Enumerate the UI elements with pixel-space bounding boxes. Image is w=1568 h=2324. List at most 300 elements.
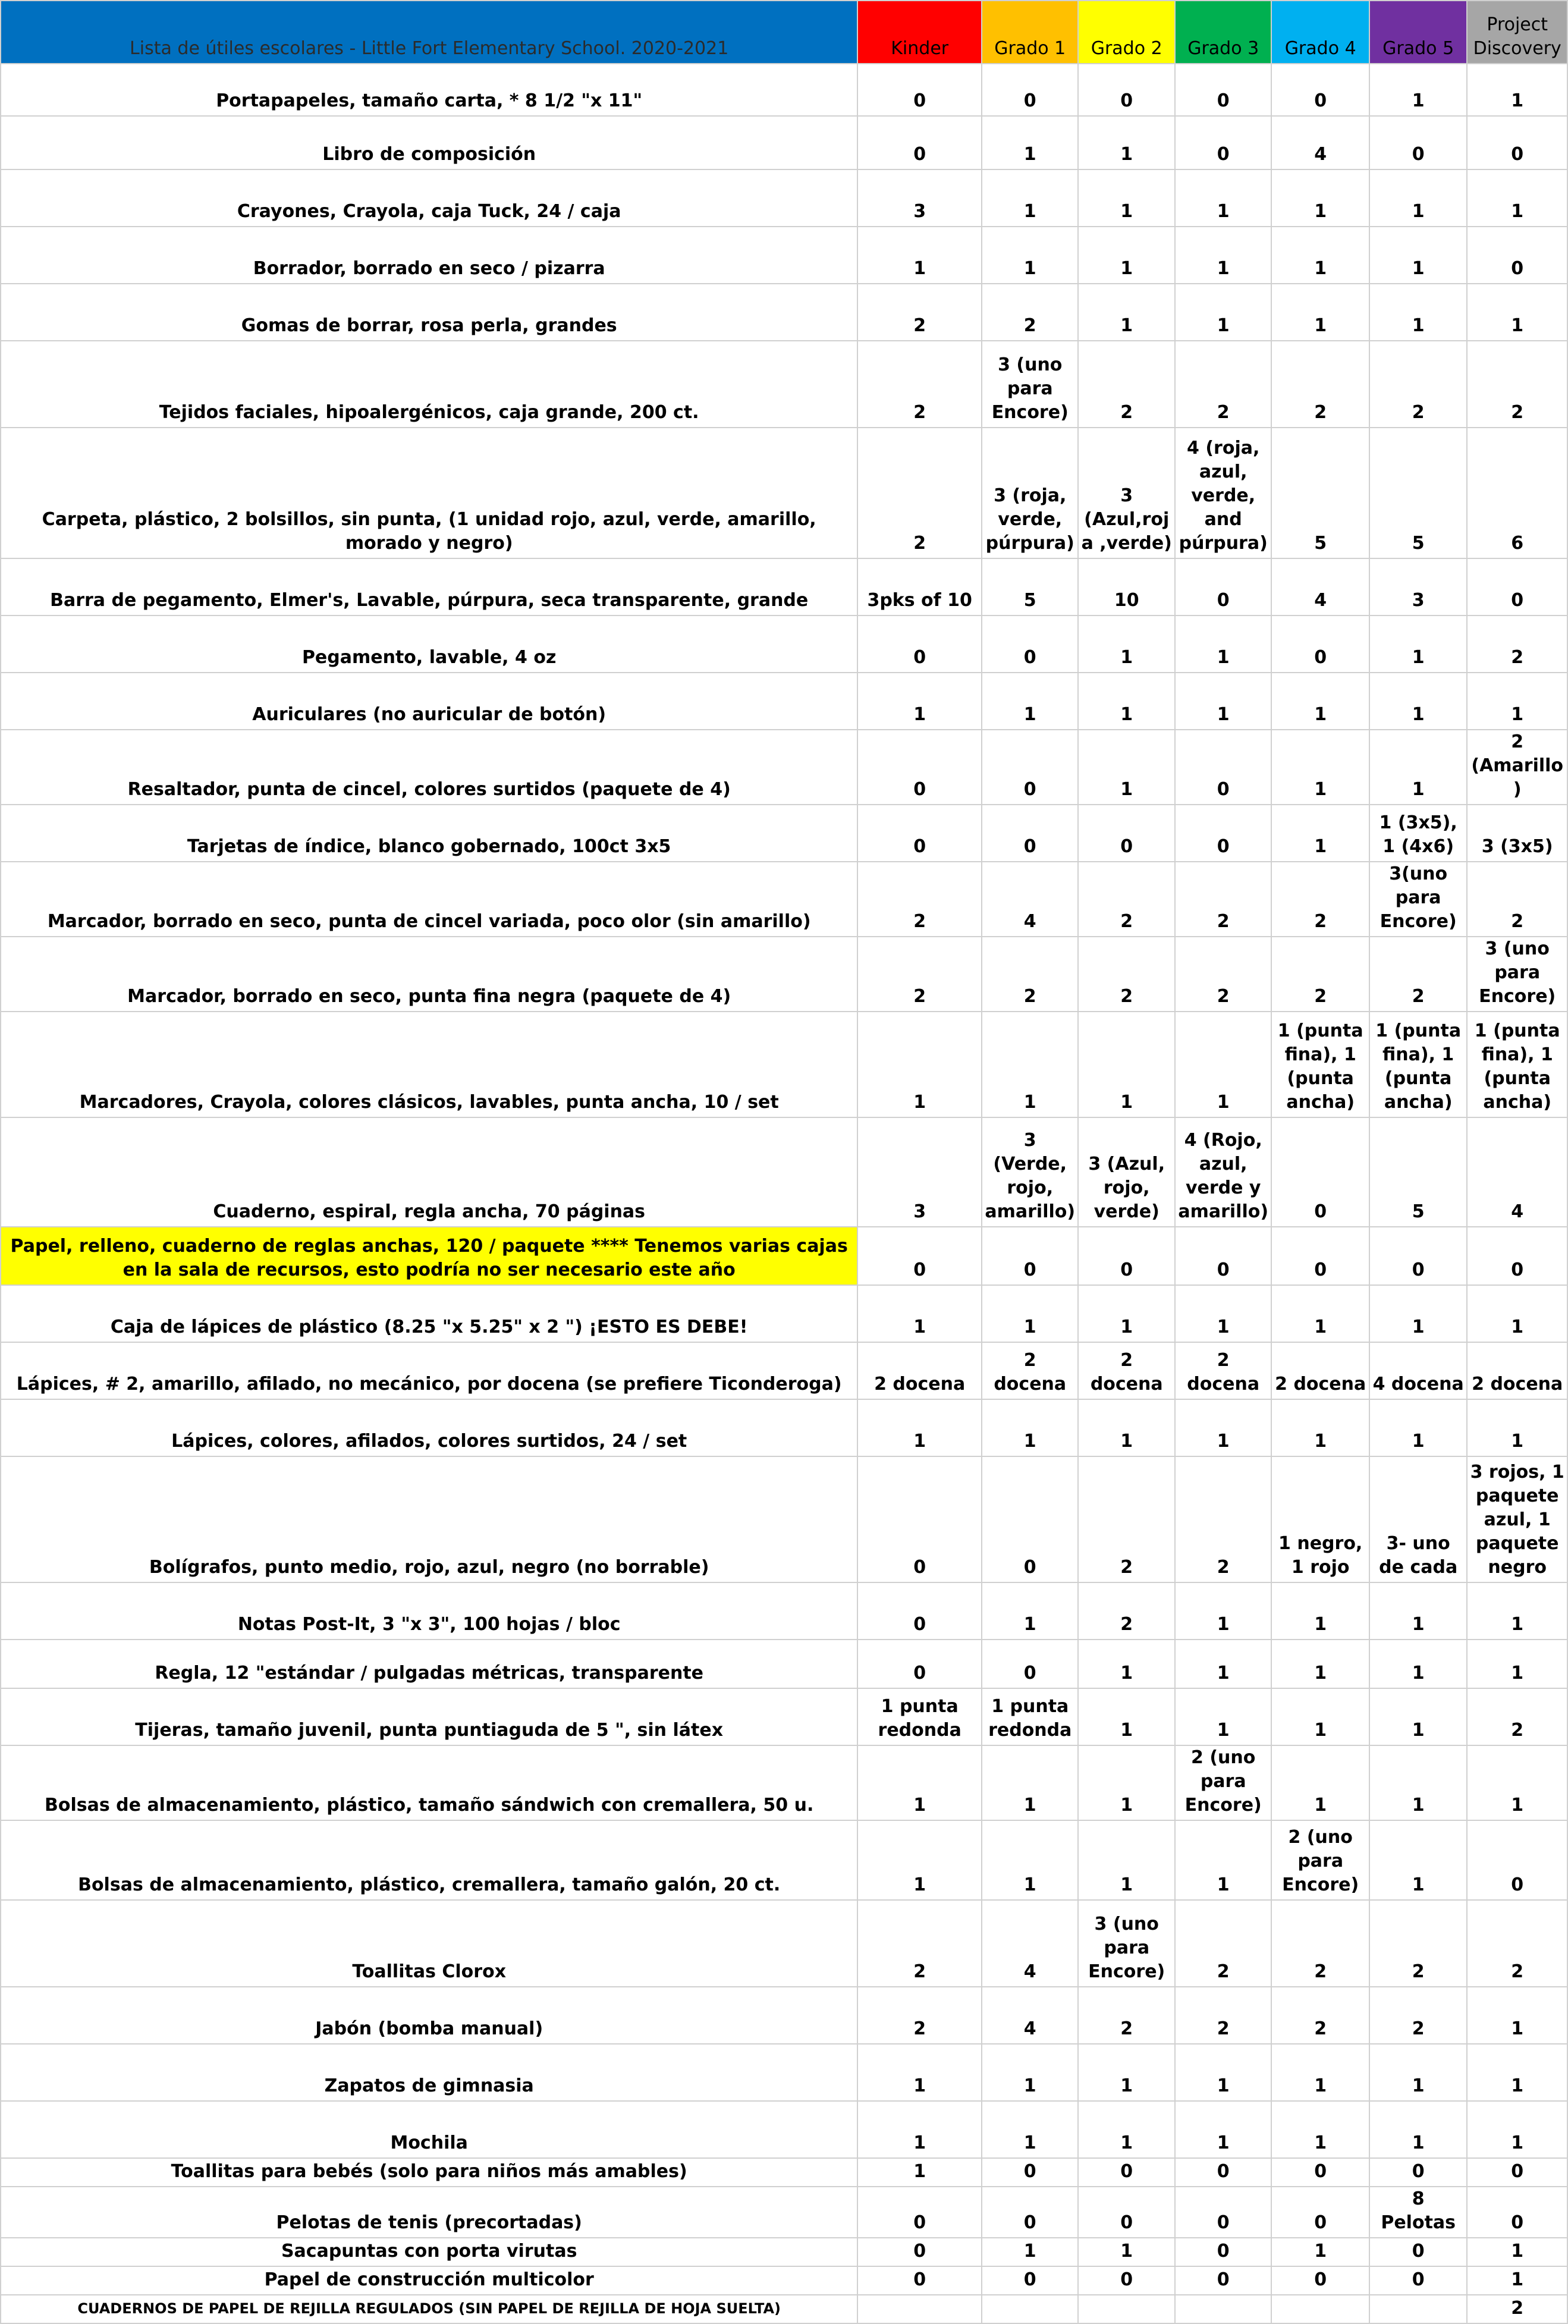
table-row (1, 1012, 1567, 1117)
qty-cell-grado-4: 1 (1271, 2101, 1369, 2158)
qty-cell-grado-3: 1 (1175, 1640, 1271, 1688)
qty-cell-grado-3: 2 (1175, 1900, 1271, 1987)
qty-cell-grado-5: 1 (1369, 1688, 1467, 1745)
qty-cell-grado-1: 0 (982, 1227, 1078, 1285)
col-header-grado-1: Grado 1 (982, 1, 1078, 64)
qty-cell-grado-2: 3 (uno para Encore) (1078, 1900, 1174, 1987)
qty-cell-grado-4: 2 (uno para Encore) (1271, 1820, 1369, 1900)
qty-cell-grado-1: 1 (982, 2238, 1078, 2266)
qty-cell-kinder: 1 (857, 2044, 982, 2101)
table-row (1, 1582, 1567, 1640)
item-name-cell: Bolígrafos, punto medio, rojo, azul, negro (no borrable) (1, 1456, 857, 1582)
qty-cell-grado-2: 2 (1078, 1582, 1174, 1640)
qty-cell-grado-4: 1 (1271, 1688, 1369, 1745)
qty-cell-grado-5: 2 (1369, 937, 1467, 1012)
qty-cell-project-discovery: 3 (uno para Encore) (1467, 937, 1567, 1012)
qty-cell-grado-5: 1 (1369, 2044, 1467, 2101)
qty-cell-grado-3: 0 (1175, 2238, 1271, 2266)
qty-cell-grado-4: 1 negro, 1 rojo (1271, 1456, 1369, 1582)
qty-cell-kinder: 2 (857, 284, 982, 341)
item-name-cell: Gomas de borrar, rosa perla, grandes (1, 284, 857, 341)
qty-cell-grado-2: 1 (1078, 284, 1174, 341)
item-name-cell: Tarjetas de índice, blanco gobernado, 100ct 3x5 (1, 805, 857, 862)
qty-cell-project-discovery: 1 (1467, 2101, 1567, 2158)
qty-cell-project-discovery: 1 (1467, 169, 1567, 227)
qty-cell-grado-4: 1 (1271, 1399, 1369, 1456)
qty-cell-grado-3: 0 (1175, 1227, 1271, 1285)
qty-cell-grado-2: 1 (1078, 2238, 1174, 2266)
qty-cell-grado-2: 1 (1078, 169, 1174, 227)
qty-cell-project-discovery: 1 (1467, 1285, 1567, 1342)
qty-cell-grado-2: 1 (1078, 1399, 1174, 1456)
qty-cell-kinder: 2 (857, 341, 982, 428)
qty-cell-grado-3: 0 (1175, 2266, 1271, 2295)
qty-cell-grado-4: 2 (1271, 341, 1369, 428)
qty-cell-kinder: 0 (857, 116, 982, 169)
table-row (1, 1399, 1567, 1456)
qty-cell-grado-1: 0 (982, 615, 1078, 673)
qty-cell-kinder: 0 (857, 615, 982, 673)
item-name-cell: Resaltador, punta de cincel, colores surtidos (paquete de 4) (1, 730, 857, 805)
qty-cell-grado-1: 0 (982, 2158, 1078, 2187)
item-name-cell: Toallitas para bebés (solo para niños más amables) (1, 2158, 857, 2187)
table-row (1, 1456, 1567, 1582)
sheet-title: Lista de útiles escolares - Little Fort Elementary School. 2020-2021 (1, 1, 857, 64)
qty-cell-grado-4: 5 (1271, 428, 1369, 558)
item-name-cell: Auriculares (no auricular de botón) (1, 673, 857, 730)
qty-cell-grado-5: 1 (1369, 673, 1467, 730)
qty-cell-project-discovery: 1 (1467, 2044, 1567, 2101)
table-row (1, 673, 1567, 730)
qty-cell-grado-4: 1 (1271, 1745, 1369, 1820)
qty-cell-grado-2: 1 (1078, 1820, 1174, 1900)
qty-cell-grado-2: 1 (1078, 2101, 1174, 2158)
qty-cell-grado-5: 4 docena (1369, 1342, 1467, 1399)
table-row (1, 862, 1567, 937)
qty-cell-kinder: 0 (857, 730, 982, 805)
qty-cell-grado-5: 1 (punta fina), 1 (punta ancha) (1369, 1012, 1467, 1117)
qty-cell-grado-3: 1 (1175, 1285, 1271, 1342)
qty-cell-grado-4: 0 (1271, 64, 1369, 116)
qty-cell-kinder: 1 (857, 227, 982, 284)
col-header-grado-5: Grado 5 (1369, 1, 1467, 64)
item-name-cell: Barra de pegamento, Elmer's, Lavable, púrpura, seca transparente, grande (1, 558, 857, 615)
qty-cell-grado-4: 1 (1271, 284, 1369, 341)
table-row (1, 2044, 1567, 2101)
table-row (1, 1285, 1567, 1342)
table-row (1, 1640, 1567, 1688)
qty-cell-grado-3: 4 (roja, azul, verde, and púrpura) (1175, 428, 1271, 558)
item-name-cell: Bolsas de almacenamiento, plástico, cremallera, tamaño galón, 20 ct. (1, 1820, 857, 1900)
qty-cell-grado-4: 0 (1271, 2158, 1369, 2187)
qty-cell-grado-3: 1 (1175, 2044, 1271, 2101)
qty-cell-grado-2: 1 (1078, 1688, 1174, 1745)
table-row (1, 937, 1567, 1012)
qty-cell-project-discovery: 0 (1467, 227, 1567, 284)
item-name-cell: Marcador, borrado en seco, punta fina negra (paquete de 4) (1, 937, 857, 1012)
table-row (1, 341, 1567, 428)
table-row (1, 805, 1567, 862)
item-name-cell: Marcador, borrado en seco, punta de cincel variada, poco olor (sin amarillo) (1, 862, 857, 937)
qty-cell-kinder: 2 (857, 937, 982, 1012)
qty-cell-kinder: 0 (857, 1456, 982, 1582)
table-row (1, 2266, 1567, 2295)
qty-cell-project-discovery: 0 (1467, 558, 1567, 615)
qty-cell-grado-5: 1 (1369, 1820, 1467, 1900)
qty-cell-grado-2: 0 (1078, 2158, 1174, 2187)
qty-cell-grado-4: 1 (1271, 2044, 1369, 2101)
qty-cell-grado-5: 1 (1369, 2101, 1467, 2158)
qty-cell-grado-4: 2 (1271, 937, 1369, 1012)
qty-cell-grado-5: 1 (1369, 1582, 1467, 1640)
qty-cell-grado-3: 0 (1175, 2158, 1271, 2187)
qty-cell-grado-3: 2 (1175, 1987, 1271, 2044)
item-name-cell: Libro de composición (1, 116, 857, 169)
qty-cell-kinder: 2 (857, 1900, 982, 1987)
item-name-cell: Carpeta, plástico, 2 bolsillos, sin punta, (1 unidad rojo, azul, verde, amarillo, morado y negro) (1, 428, 857, 558)
qty-cell-grado-5: 1 (1369, 284, 1467, 341)
qty-cell-grado-4: 0 (1271, 1227, 1369, 1285)
qty-cell-grado-4: 0 (1271, 1117, 1369, 1227)
qty-cell-project-discovery: 0 (1467, 1227, 1567, 1285)
item-name-cell: Cuaderno, espiral, regla ancha, 70 páginas (1, 1117, 857, 1227)
col-header-grado-3: Grado 3 (1175, 1, 1271, 64)
qty-cell-project-discovery: 1 (1467, 1640, 1567, 1688)
qty-cell-kinder: 0 (857, 64, 982, 116)
qty-cell-grado-1: 0 (982, 1456, 1078, 1582)
qty-cell-kinder: 1 (857, 1012, 982, 1117)
table-row (1, 1987, 1567, 2044)
qty-cell-project-discovery: 1 (1467, 1745, 1567, 1820)
qty-cell-kinder: 0 (857, 1582, 982, 1640)
qty-cell-grado-4: 4 (1271, 558, 1369, 615)
qty-cell-grado-2: 1 (1078, 730, 1174, 805)
qty-cell-project-discovery: 2 (1467, 341, 1567, 428)
item-name-cell: Lápices, # 2, amarillo, afilado, no mecánico, por docena (se prefiere Ticonderoga) (1, 1342, 857, 1399)
table-row (1, 1900, 1567, 1987)
qty-cell-project-discovery: 1 (1467, 1987, 1567, 2044)
qty-cell-grado-1: 0 (982, 730, 1078, 805)
qty-cell-grado-1: 1 (982, 2044, 1078, 2101)
table-row (1, 615, 1567, 673)
qty-cell-grado-5: 3(uno para Encore) (1369, 862, 1467, 937)
qty-cell-grado-5: 2 (1369, 1900, 1467, 1987)
header-row (1, 1, 1567, 64)
qty-cell-kinder: 1 punta redonda (857, 1688, 982, 1745)
qty-cell-grado-3: 1 (1175, 1688, 1271, 1745)
qty-cell-project-discovery: 6 (1467, 428, 1567, 558)
qty-cell-grado-2: 0 (1078, 64, 1174, 116)
item-name-cell: Jabón (bomba manual) (1, 1987, 857, 2044)
qty-cell-grado-1: 1 (982, 1582, 1078, 1640)
qty-cell-project-discovery: 1 (1467, 284, 1567, 341)
qty-cell-kinder: 2 docena (857, 1342, 982, 1399)
qty-cell-project-discovery: 0 (1467, 2187, 1567, 2238)
table-row (1, 2187, 1567, 2238)
item-name-cell: Sacapuntas con porta virutas (1, 2238, 857, 2266)
qty-cell-grado-3: 4 (Rojo, azul, verde y amarillo) (1175, 1117, 1271, 1227)
item-name-cell: Marcadores, Crayola, colores clásicos, lavables, punta ancha, 10 / set (1, 1012, 857, 1117)
qty-cell-kinder: 2 (857, 1987, 982, 2044)
qty-cell-project-discovery: 1 (1467, 1582, 1567, 1640)
qty-cell-grado-2: 2 (1078, 937, 1174, 1012)
item-name-cell: Pegamento, lavable, 4 oz (1, 615, 857, 673)
table-row (1, 116, 1567, 169)
qty-cell-grado-1: 1 (982, 673, 1078, 730)
table-row (1, 1745, 1567, 1820)
qty-cell-kinder: 3pks of 10 (857, 558, 982, 615)
qty-cell-grado-5: 1 (1369, 1745, 1467, 1820)
qty-cell-grado-2: 2 (1078, 341, 1174, 428)
qty-cell-grado-5: 2 (1369, 1987, 1467, 2044)
qty-cell-grado-4: 0 (1271, 2266, 1369, 2295)
qty-cell-grado-2: 1 (1078, 2044, 1174, 2101)
qty-cell-grado-5: 0 (1369, 116, 1467, 169)
table-row (1, 558, 1567, 615)
qty-cell-grado-1: 1 punta redonda (982, 1688, 1078, 1745)
qty-cell-grado-2: 1 (1078, 615, 1174, 673)
qty-cell-grado-3: 0 (1175, 2187, 1271, 2238)
qty-cell-project-discovery: 4 (1467, 1117, 1567, 1227)
qty-cell-grado-4: 1 (punta fina), 1 (punta ancha) (1271, 1012, 1369, 1117)
qty-cell-project-discovery: 1 (1467, 64, 1567, 116)
qty-cell-project-discovery: 2 (1467, 862, 1567, 937)
qty-cell-grado-3: 1 (1175, 615, 1271, 673)
item-name-cell: Papel de construcción multicolor (1, 2266, 857, 2295)
qty-cell-grado-2: 1 (1078, 1012, 1174, 1117)
qty-cell-grado-4: 1 (1271, 673, 1369, 730)
qty-cell-grado-4: 1 (1271, 1640, 1369, 1688)
qty-cell-grado-1: 1 (982, 1820, 1078, 1900)
qty-cell-project-discovery: 2 (1467, 2295, 1567, 2323)
qty-cell-grado-1: 4 (982, 1987, 1078, 2044)
qty-cell-grado-1: 2 docena (982, 1342, 1078, 1399)
item-name-cell: CUADERNOS DE PAPEL DE REJILLA REGULADOS (SIN PAPEL DE REJILLA DE HOJA SUELTA) (1, 2295, 857, 2323)
qty-cell-grado-4: 1 (1271, 2238, 1369, 2266)
table-row (1, 169, 1567, 227)
qty-cell-grado-1: 0 (982, 64, 1078, 116)
table-row (1, 1342, 1567, 1399)
qty-cell-grado-2: 3 (Azul, rojo, verde) (1078, 1117, 1174, 1227)
qty-cell-kinder: 1 (857, 1745, 982, 1820)
qty-cell-grado-2: 2 (1078, 1456, 1174, 1582)
qty-cell-grado-3: 2 (1175, 937, 1271, 1012)
qty-cell-grado-3: 1 (1175, 1399, 1271, 1456)
qty-cell-grado-2: 0 (1078, 1227, 1174, 1285)
qty-cell-grado-4: 2 docena (1271, 1342, 1369, 1399)
qty-cell-kinder: 1 (857, 1285, 982, 1342)
qty-cell-grado-1: 0 (982, 805, 1078, 862)
qty-cell-grado-3: 1 (1175, 1012, 1271, 1117)
qty-cell-grado-3: 0 (1175, 116, 1271, 169)
qty-cell-kinder: 0 (857, 1640, 982, 1688)
item-name-cell: Caja de lápices de plástico (8.25 "x 5.25" x 2 ") ¡ESTO ES DEBE! (1, 1285, 857, 1342)
qty-cell-grado-1: 1 (982, 116, 1078, 169)
qty-cell-grado-3: 1 (1175, 284, 1271, 341)
qty-cell-grado-1: 0 (982, 2187, 1078, 2238)
qty-cell-kinder: 1 (857, 1399, 982, 1456)
qty-cell-kinder: 1 (857, 2158, 982, 2187)
qty-cell-grado-1: 0 (982, 1640, 1078, 1688)
item-name-cell: Zapatos de gimnasia (1, 2044, 857, 2101)
qty-cell-project-discovery: 0 (1467, 2158, 1567, 2187)
qty-cell-grado-3: 1 (1175, 227, 1271, 284)
table-row (1, 2238, 1567, 2266)
qty-cell-grado-1: 3 (roja, verde, púrpura) (982, 428, 1078, 558)
qty-cell-project-discovery: 2 docena (1467, 1342, 1567, 1399)
qty-cell-grado-2: 1 (1078, 1285, 1174, 1342)
qty-cell-grado-2: 2 (1078, 1987, 1174, 2044)
item-name-cell: Pelotas de tenis (precortadas) (1, 2187, 857, 2238)
item-name-cell: Bolsas de almacenamiento, plástico, tamaño sándwich con cremallera, 50 u. (1, 1745, 857, 1820)
qty-cell-grado-4: 4 (1271, 116, 1369, 169)
qty-cell-project-discovery: 0 (1467, 1820, 1567, 1900)
qty-cell-grado-1: 1 (982, 1285, 1078, 1342)
qty-cell-grado-4: 1 (1271, 169, 1369, 227)
table-row (1, 730, 1567, 805)
item-name-cell: Regla, 12 "estándar / pulgadas métricas, transparente (1, 1640, 857, 1688)
item-name-cell: Toallitas Clorox (1, 1900, 857, 1987)
qty-cell-project-discovery: 3 (3x5) (1467, 805, 1567, 862)
qty-cell-grado-3: 1 (1175, 673, 1271, 730)
table-row (1, 2158, 1567, 2187)
qty-cell-grado-2: 0 (1078, 805, 1174, 862)
qty-cell-grado-1: 2 (982, 937, 1078, 1012)
qty-cell-grado-5: 0 (1369, 2158, 1467, 2187)
qty-cell-project-discovery: 2 (1467, 1688, 1567, 1745)
qty-cell-grado-5: 1 (1369, 64, 1467, 116)
qty-cell-grado-1: 4 (982, 1900, 1078, 1987)
qty-cell-grado-4: 1 (1271, 1285, 1369, 1342)
qty-cell-kinder: 0 (857, 2187, 982, 2238)
qty-cell-grado-3: 2 docena (1175, 1342, 1271, 1399)
qty-cell-grado-2: 1 (1078, 227, 1174, 284)
table-row (1, 1227, 1567, 1285)
qty-cell-grado-4: 1 (1271, 730, 1369, 805)
qty-cell-grado-5 (1369, 2295, 1467, 2323)
qty-cell-grado-1: 1 (982, 169, 1078, 227)
qty-cell-grado-5: 5 (1369, 428, 1467, 558)
qty-cell-grado-4: 2 (1271, 1987, 1369, 2044)
qty-cell-project-discovery: 1 (1467, 2266, 1567, 2295)
qty-cell-project-discovery: 1 (1467, 1399, 1567, 1456)
qty-cell-grado-3: 1 (1175, 1582, 1271, 1640)
qty-cell-grado-2: 1 (1078, 673, 1174, 730)
qty-cell-grado-2: 0 (1078, 2266, 1174, 2295)
qty-cell-grado-5: 8 Pelotas (1369, 2187, 1467, 2238)
qty-cell-grado-2: 1 (1078, 116, 1174, 169)
qty-cell-grado-1: 1 (982, 227, 1078, 284)
qty-cell-project-discovery: 2 (1467, 1900, 1567, 1987)
qty-cell-grado-2: 2 docena (1078, 1342, 1174, 1399)
qty-cell-kinder: 3 (857, 169, 982, 227)
qty-cell-grado-2: 10 (1078, 558, 1174, 615)
item-name-cell: Lápices, colores, afilados, colores surtidos, 24 / set (1, 1399, 857, 1456)
table-row (1, 1117, 1567, 1227)
qty-cell-grado-3: 0 (1175, 558, 1271, 615)
qty-cell-grado-1 (982, 2295, 1078, 2323)
qty-cell-grado-2: 1 (1078, 1640, 1174, 1688)
qty-cell-project-discovery: 0 (1467, 116, 1567, 169)
qty-cell-grado-4: 0 (1271, 615, 1369, 673)
qty-cell-grado-3: 0 (1175, 730, 1271, 805)
qty-cell-grado-3: 1 (1175, 2101, 1271, 2158)
table-row (1, 2295, 1567, 2323)
qty-cell-kinder: 1 (857, 1820, 982, 1900)
qty-cell-kinder: 0 (857, 805, 982, 862)
qty-cell-grado-5: 5 (1369, 1117, 1467, 1227)
qty-cell-grado-1: 0 (982, 2266, 1078, 2295)
table-row (1, 1688, 1567, 1745)
qty-cell-grado-2 (1078, 2295, 1174, 2323)
qty-cell-grado-4 (1271, 2295, 1369, 2323)
qty-cell-project-discovery: 1 (1467, 2238, 1567, 2266)
qty-cell-grado-5: 1 (1369, 1399, 1467, 1456)
qty-cell-grado-1: 3 (uno para Encore) (982, 341, 1078, 428)
qty-cell-grado-3: 1 (1175, 169, 1271, 227)
qty-cell-project-discovery: 3 rojos, 1 paquete azul, 1 paquete negro (1467, 1456, 1567, 1582)
qty-cell-kinder: 0 (857, 1227, 982, 1285)
qty-cell-grado-1: 1 (982, 2101, 1078, 2158)
item-name-cell: Mochila (1, 2101, 857, 2158)
qty-cell-kinder: 2 (857, 862, 982, 937)
qty-cell-grado-3: 2 (1175, 341, 1271, 428)
table-row (1, 64, 1567, 116)
qty-cell-grado-2: 0 (1078, 2187, 1174, 2238)
qty-cell-project-discovery: 1 (punta fina), 1 (punta ancha) (1467, 1012, 1567, 1117)
item-name-cell: Tejidos faciales, hipoalergénicos, caja grande, 200 ct. (1, 341, 857, 428)
qty-cell-grado-4: 1 (1271, 1582, 1369, 1640)
col-header-kinder: Kinder (857, 1, 982, 64)
qty-cell-grado-4: 2 (1271, 1900, 1369, 1987)
qty-cell-grado-1: 2 (982, 284, 1078, 341)
qty-cell-grado-4: 2 (1271, 862, 1369, 937)
qty-cell-grado-1: 1 (982, 1012, 1078, 1117)
qty-cell-grado-1: 1 (982, 1745, 1078, 1820)
col-header-grado-4: Grado 4 (1271, 1, 1369, 64)
qty-cell-project-discovery: 1 (1467, 673, 1567, 730)
qty-cell-grado-4: 0 (1271, 2187, 1369, 2238)
qty-cell-grado-5: 1 (1369, 1285, 1467, 1342)
qty-cell-grado-3: 1 (1175, 1820, 1271, 1900)
item-name-cell: Notas Post-It, 3 "x 3", 100 hojas / bloc (1, 1582, 857, 1640)
qty-cell-grado-1: 5 (982, 558, 1078, 615)
item-name-cell: Borrador, borrado en seco / pizarra (1, 227, 857, 284)
qty-cell-kinder: 0 (857, 2238, 982, 2266)
item-name-cell: Tijeras, tamaño juvenil, punta puntiaguda de 5 ", sin látex (1, 1688, 857, 1745)
qty-cell-grado-3: 0 (1175, 64, 1271, 116)
qty-cell-grado-3: 2 (1175, 862, 1271, 937)
qty-cell-grado-5: 0 (1369, 1227, 1467, 1285)
qty-cell-grado-3 (1175, 2295, 1271, 2323)
qty-cell-grado-5: 1 (3x5), 1 (4x6) (1369, 805, 1467, 862)
qty-cell-grado-2: 2 (1078, 862, 1174, 937)
table-row (1, 284, 1567, 341)
qty-cell-grado-5: 1 (1369, 169, 1467, 227)
item-name-cell: Papel, relleno, cuaderno de reglas anchas, 120 / paquete **** Tenemos varias cajas en la sala de recursos, esto podría no ser necesario este año (1, 1227, 857, 1285)
qty-cell-grado-5: 1 (1369, 227, 1467, 284)
qty-cell-kinder: 0 (857, 2266, 982, 2295)
qty-cell-grado-1: 4 (982, 862, 1078, 937)
qty-cell-grado-5: 3 (1369, 558, 1467, 615)
qty-cell-grado-4: 1 (1271, 227, 1369, 284)
table-row (1, 2101, 1567, 2158)
col-header-project-discovery: Project Discovery (1467, 1, 1567, 64)
col-header-grado-2: Grado 2 (1078, 1, 1174, 64)
qty-cell-project-discovery: 2 (1467, 615, 1567, 673)
qty-cell-kinder: 1 (857, 2101, 982, 2158)
table-row (1, 1820, 1567, 1900)
